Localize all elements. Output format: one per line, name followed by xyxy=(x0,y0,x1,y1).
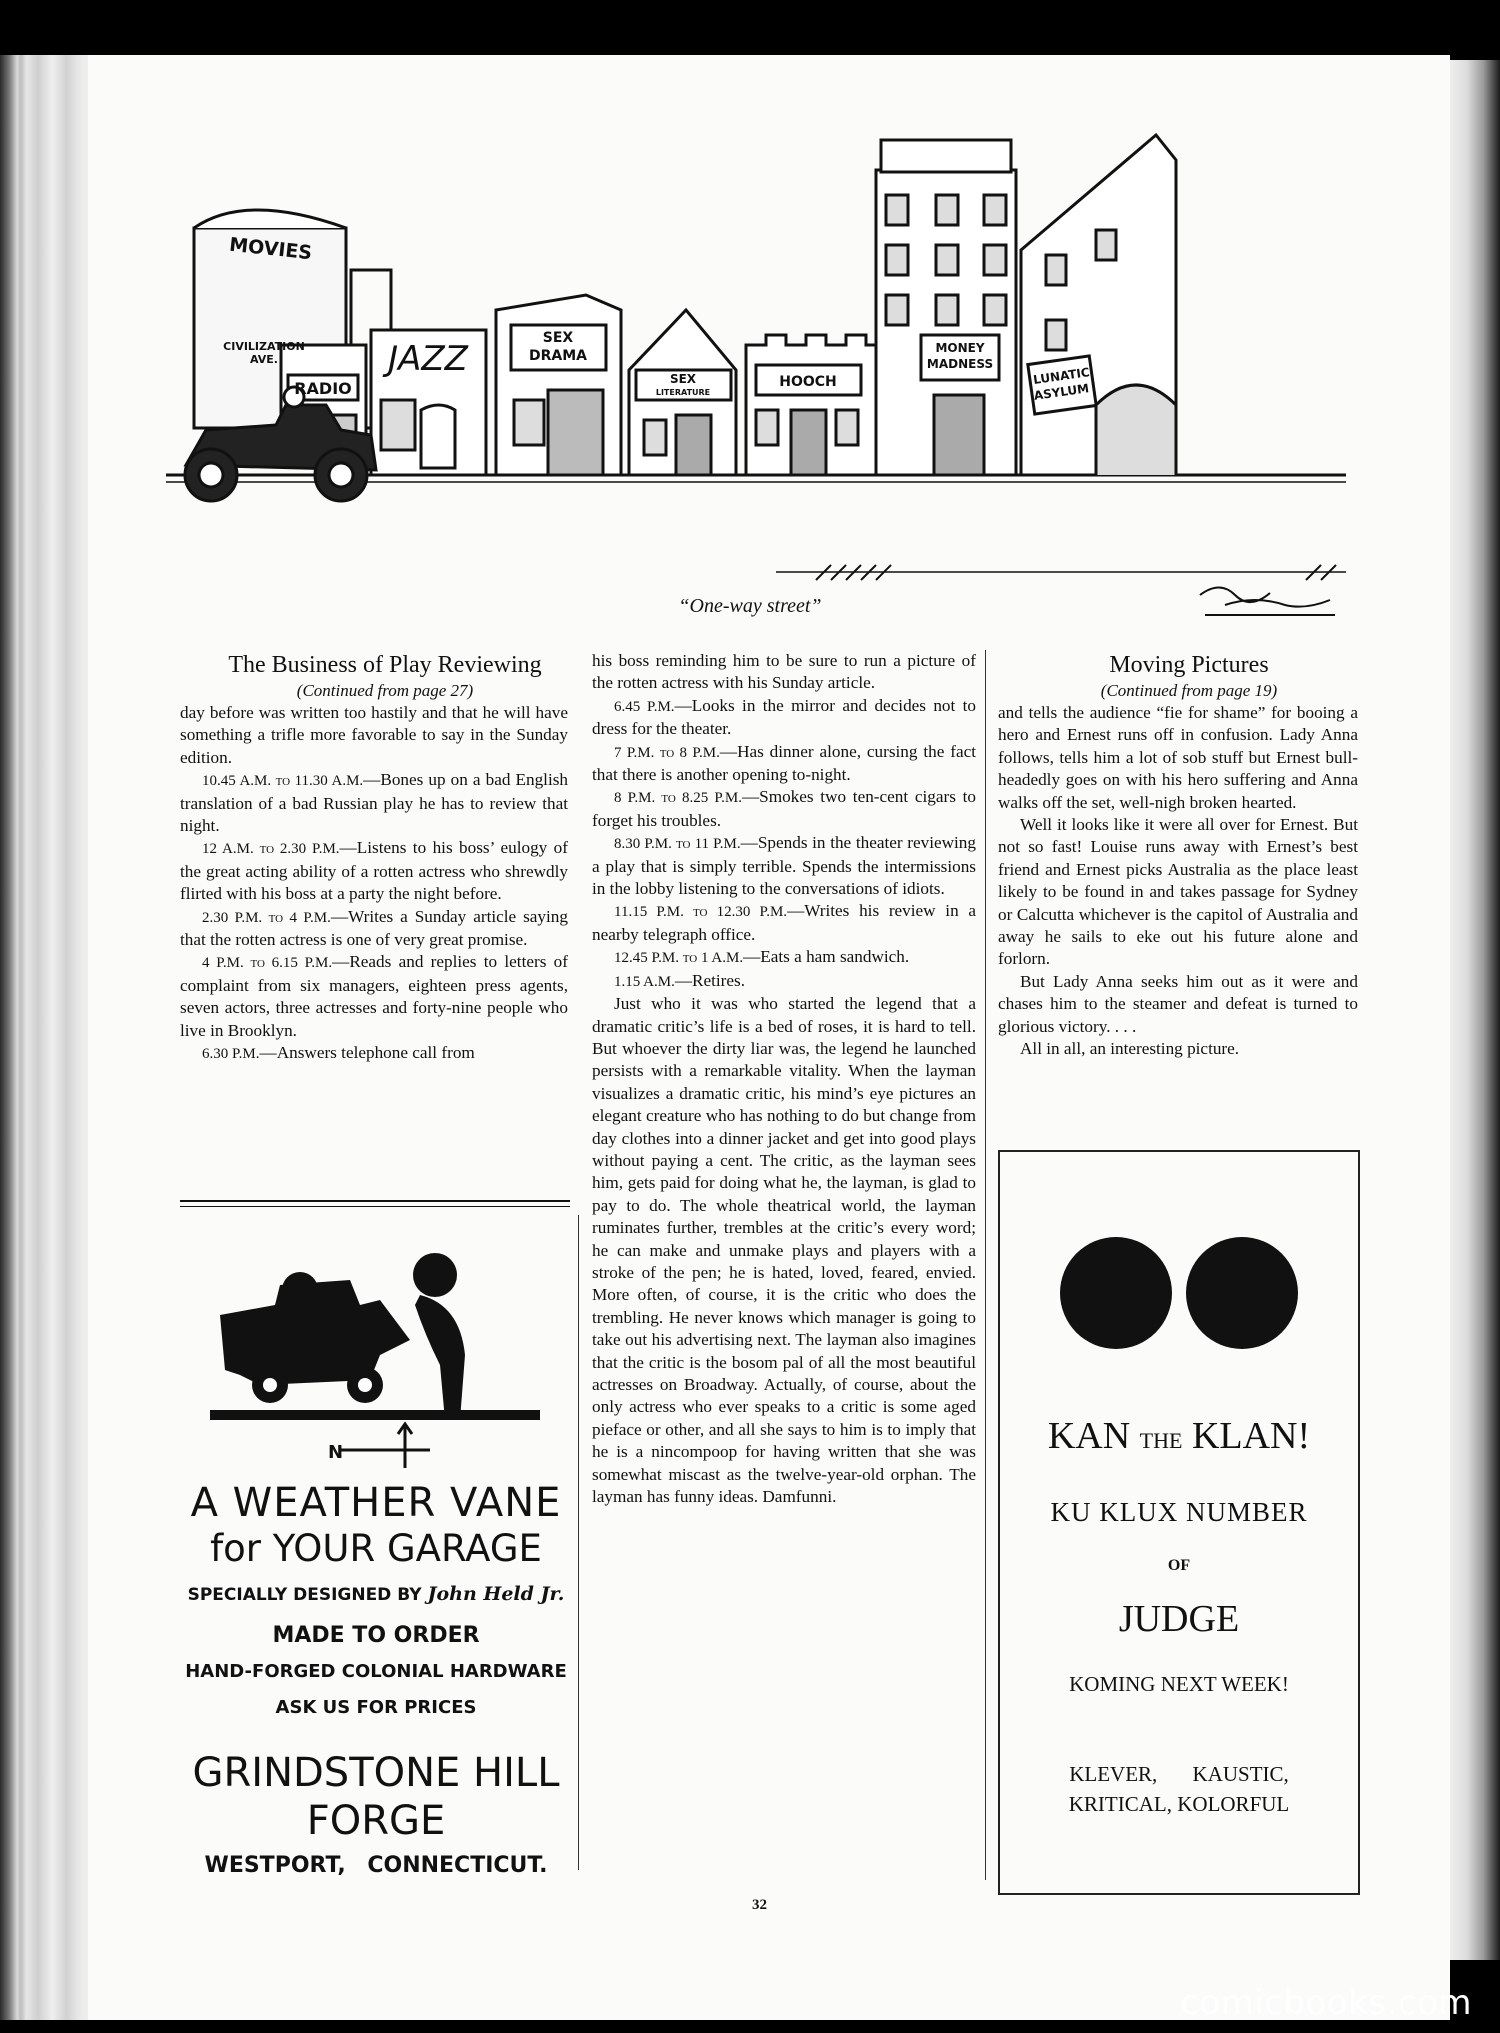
ad-made-to-order: MADE TO ORDER xyxy=(272,1623,480,1648)
schedule-entry: 4 P.M. to 6.15 P.M.—Reads and replies to letters of complaint from six managers, eighteen press agents, seven actors, three actresses and forty-nine people who live in Brooklyn. xyxy=(180,952,568,1040)
sign-radio: RADIO xyxy=(294,379,352,398)
paragraph: Just who it was who started the legend that a dramatic critic’s life is a bed of roses, it is hard to tell. But whoever the dirty liar was, the legend he launched persists with a remarkable vitality. When the layman visualizes a dramatic critic, his mind’s eye pictures an elegant creature who has nothing to do but change from day clothes into a dinner jacket and get into good plays without paying a cent. The critic, as the layman sees him, gets paid for doing what he, the layman, is glad to pay to do. The whole theatrical world, the layman ruminates further, trembles at the critic’s every word; he can make and unmake plays and players with a stroke of the pen; he is hated, loved, feared, envied. More often, of course, it is the critic who does the trembling. He never knows which manager is going to take out his advertising next. The layman also imagines that the critic is the bosom pal of all the most beautiful actresses on Broadway. Actually, of course, about the only actress who ever speaks to a critic is some aged pieface or other, and all she says to him is to imply that he is a nincompoop for having written that she was somewhat miscast as the twelve-year-old orphan. The layman has funny ideas. Damfunni. xyxy=(592,994,976,1507)
ad-company-forge: FORGE xyxy=(306,1798,446,1844)
watermark: comicbooks.com xyxy=(1180,1983,1472,2023)
ad-ask-prices: ASK US FOR PRICES xyxy=(275,1697,477,1718)
ad-headline: A WEATHER VANE xyxy=(190,1480,562,1526)
sign-money-2: MADNESS xyxy=(926,357,994,371)
article-title-moving-pictures: Moving Pictures xyxy=(1109,652,1269,678)
sign-money-1: MONEY xyxy=(935,341,985,355)
compass-arrow-icon xyxy=(320,1420,440,1470)
column-divider xyxy=(578,1215,579,1870)
schedule-entry: 11.15 P.M. to 12.30 P.M.—Writes his review in a nearby telegraph office. xyxy=(592,901,976,944)
book-edge-left xyxy=(0,55,95,2020)
ad-judge-tagline-2: KRITICAL, KOLORFUL xyxy=(1068,1792,1290,1816)
ad-location: WESTPORT, CONNECTICUT. xyxy=(204,1853,548,1878)
schedule-entry: 8 P.M. to 8.25 P.M.—Smokes two ten-cent cigars to forget his troubles. xyxy=(592,787,976,830)
ad-judge-tagline-1: KLEVER, KAUSTIC, xyxy=(1069,1762,1289,1786)
sign-sex-drama-1: SEX xyxy=(542,330,574,346)
paragraph: and tells the audience “fie for shame” for booing a hero and Ernest runs off in confusion. Lady Anna follows, tells him a lot of sob stuff but Ernest bull-headedly goes on with his hero suffering and Anna walks off the set, well-nigh broken hearted. xyxy=(998,703,1358,812)
schedule-entry: 2.30 P.M. to 4 P.M.—Writes a Sunday article saying that the rotten actress is one of very great promise. xyxy=(180,906,568,950)
sign-civilization: CIVILIZATION xyxy=(223,340,305,353)
sign-jazz: JAZZ xyxy=(388,339,468,379)
ad-designed-by: SPECIALLY DESIGNED BY John Held Jr. xyxy=(187,1583,565,1605)
paragraph: day before was written too hastily and that he will have something a trifle more favorable to say in the Sunday edition. xyxy=(180,703,568,767)
column-divider xyxy=(985,650,986,1880)
column-3 xyxy=(998,650,1358,1061)
weathervane-silhouette xyxy=(200,1245,550,1435)
paragraph: his boss reminding him to be sure to run a picture of the rotten actress with his Sunday article. xyxy=(592,651,976,693)
page-number: 32 xyxy=(752,1897,767,1913)
ad-judge-headline: KAN THE KLAN! xyxy=(1047,1415,1311,1457)
schedule-entry: 6.30 P.M.—Answers telephone call from xyxy=(202,1043,475,1063)
article-title-play-reviewing: The Business of Play Reviewing xyxy=(228,652,542,678)
sign-sex-drama-2: DRAMA xyxy=(528,348,588,364)
column-1 xyxy=(180,650,568,1066)
sign-sex-lit-1: SEX xyxy=(669,372,697,386)
schedule-entry: 12.45 P.M. to 1 A.M.—Eats a ham sandwich. xyxy=(614,947,910,967)
ad-hardware: HAND-FORGED COLONIAL HARDWARE xyxy=(185,1661,567,1682)
black-dot-icon xyxy=(1186,1237,1298,1349)
sign-movies: MOVIES xyxy=(228,233,314,265)
schedule-entry: 6.45 P.M.—Looks in the mirror and decides not to dress for the theater. xyxy=(592,695,976,739)
schedule-entry: 10.45 A.M. to 11.30 A.M.—Bones up on a bad English translation of a bad Russian play he has to review that night. xyxy=(180,770,568,836)
sign-lunatic-1: LUNATIC xyxy=(1032,365,1091,387)
paragraph: All in all, an interesting picture. xyxy=(1020,1039,1240,1059)
paragraph: Well it looks like it were all over for Ernest. But not so fast! Louise runs away with Ernest’s best friend and Ernest picks Australia as the place least likely to be found in and takes passage for Sydney or Calcutta whichever is the capitol of Australia and away he sails to eke out his future alone and forlorn. xyxy=(998,815,1358,969)
book-edge-right xyxy=(1445,60,1500,1960)
illustration-caption: “One-way street” xyxy=(678,595,822,617)
continued-note: (Continued from page 19) xyxy=(1100,681,1278,700)
one-way-street-illustration xyxy=(166,120,1366,610)
divider xyxy=(180,1200,570,1202)
sign-lunatic-2: ASYLUM xyxy=(1032,381,1090,403)
ad-judge-klan-number xyxy=(998,1150,1360,1895)
ad-judge-number: KU KLUX NUMBER xyxy=(1050,1497,1308,1527)
ad-weather-vane xyxy=(180,1205,572,1895)
sign-sex-lit-2: LITERATURE xyxy=(655,388,711,397)
black-dot-icon xyxy=(1060,1237,1172,1349)
continued-note: (Continued from page 27) xyxy=(296,681,474,700)
ad-judge-title: JUDGE xyxy=(1118,1598,1240,1640)
sign-hooch: HOOCH xyxy=(779,374,837,390)
sign-civilization-ave: AVE. xyxy=(250,353,278,366)
ad-judge-of: OF xyxy=(1167,1557,1191,1574)
ad-company-name: GRINDSTONE HILL xyxy=(192,1750,560,1796)
schedule-entry: 12 A.M. to 2.30 P.M.—Listens to his boss’ eulogy of the great acting ability of a rotten actress who shrewdly flirted with his boss at a party the night before. xyxy=(180,838,568,904)
schedule-entry: 7 P.M. to 8 P.M.—Has dinner alone, cursing the fact that there is another opening to-night. xyxy=(592,741,977,785)
paragraph: But Lady Anna seeks him out as it were and chases him to the steamer and defeat is turned to glorious victory. . . . xyxy=(998,971,1358,1036)
schedule-entry: 8.30 P.M. to 11 P.M.—Spends in the theater reviewing a play that is simply terrible. Spends the intermissions in the lobby listening to the conversations of idiots. xyxy=(592,833,976,899)
column-2 xyxy=(592,650,976,1508)
schedule-entry: 1.15 A.M.—Retires. xyxy=(614,970,746,990)
artist-signature xyxy=(1195,575,1345,620)
ad-judge-coming: KOMING NEXT WEEK! xyxy=(1069,1672,1289,1696)
svg-text:N: N xyxy=(328,1442,344,1463)
ad-subheadline: for YOUR GARAGE xyxy=(210,1527,542,1570)
